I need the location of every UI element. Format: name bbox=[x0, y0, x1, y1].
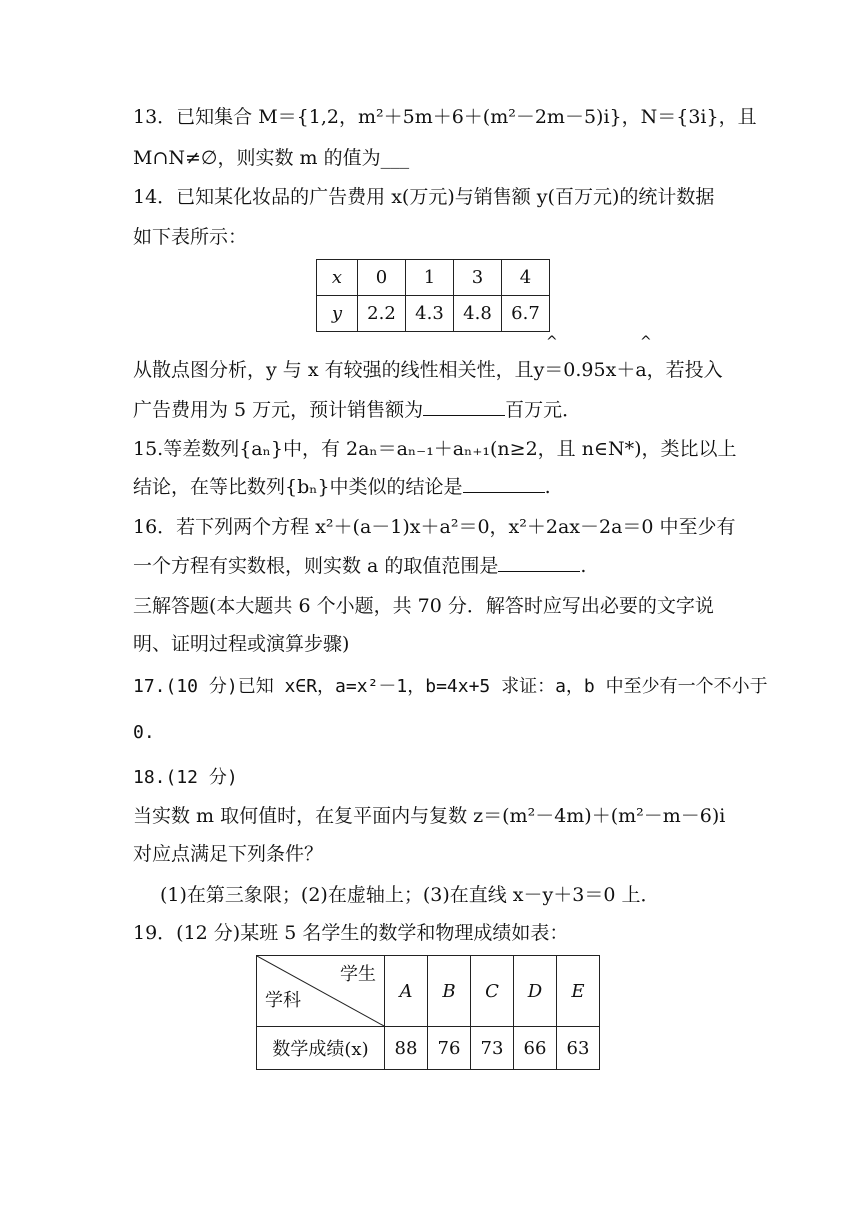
table-cell: 4.3 bbox=[406, 296, 454, 332]
section3-line-2 bbox=[133, 631, 349, 657]
table-row bbox=[317, 296, 550, 332]
q14-text-4a: 广告费用为 5 万元，预计销售额为 bbox=[133, 399, 424, 421]
q18-line-3 bbox=[133, 841, 323, 867]
table-cell: 63 bbox=[557, 1027, 600, 1070]
q14-text-3: 从散点图分析，y 与 x 有较强的线性相关性，且y＝0.95x＋a，若投入 bbox=[133, 359, 723, 381]
q17-text-1: 17.(10 分)已知 x∈R，a=x²－1，b=4x+5 求证：a，b 中至少有一个不小于 bbox=[133, 676, 768, 697]
q16-line-1 bbox=[133, 514, 736, 540]
q15-text-1: 15.等差数列{aₙ}中，有 2aₙ＝aₙ₋₁＋aₙ₊₁(n≥2，且 n∈N*)，类比以上 bbox=[133, 438, 737, 460]
q13-line-2 bbox=[133, 145, 409, 171]
q19-text-1: 19．(12 分)某班 5 名学生的数学和物理成绩如表： bbox=[133, 922, 569, 944]
hat-symbol-y: ^ bbox=[546, 334, 558, 350]
table-cell: 4 bbox=[502, 260, 550, 296]
q17-line-2 bbox=[133, 720, 155, 746]
section-heading: 三解答题(本大题共 6 个小题，共 70 分．解答时应写出必要的文字说 bbox=[133, 595, 714, 617]
q13-text-1: 13．已知集合 M＝{1,2，m²＋5m＋6＋(m²－2m－5)i}，N＝{3i}，且 bbox=[133, 106, 757, 128]
table-cell: 1 bbox=[406, 260, 454, 296]
row-label: 数学成绩(x) bbox=[257, 1027, 385, 1070]
q18-text-3: 对应点满足下列条件？ bbox=[133, 843, 324, 865]
q18-line-1 bbox=[133, 765, 238, 791]
q18-line-2 bbox=[133, 803, 725, 829]
table-cell: 66 bbox=[514, 1027, 557, 1070]
q17-text-2: 0. bbox=[133, 722, 155, 743]
section3-line-1 bbox=[133, 593, 714, 619]
q18-line-4 bbox=[160, 882, 659, 908]
q14-text-1: 14．已知某化妆品的广告费用 x(万元)与销售额 y(百万元)的统计数据 bbox=[133, 186, 715, 208]
q17-line-1 bbox=[133, 674, 768, 700]
corner-label-subject: 学科 bbox=[265, 990, 301, 1011]
q15-text-2b: . bbox=[544, 476, 551, 498]
table-cell: 88 bbox=[385, 1027, 428, 1070]
table-header: A bbox=[385, 956, 428, 1027]
table-cell: 76 bbox=[428, 1027, 471, 1070]
q15-line-1 bbox=[133, 436, 737, 462]
q14-line-2 bbox=[133, 224, 247, 250]
q16-line-2 bbox=[133, 553, 586, 579]
q14-line-4 bbox=[133, 397, 581, 423]
q14-text-2: 如下表所示： bbox=[133, 226, 248, 248]
hat-symbol-a: ^ bbox=[640, 334, 652, 350]
q18-text-4: (1)在第三象限；(2)在虚轴上；(3)在直线 x－y＋3＝0 上． bbox=[160, 884, 660, 906]
table-row bbox=[257, 956, 600, 1027]
table-row bbox=[317, 260, 550, 296]
table-cell: 2.2 bbox=[358, 296, 406, 332]
q13-line-1 bbox=[133, 104, 757, 130]
table-cell: y bbox=[317, 296, 358, 332]
table-cell: 4.8 bbox=[454, 296, 502, 332]
table-cell: 3 bbox=[454, 260, 502, 296]
q18-text-1: 18.(12 分) bbox=[133, 767, 238, 788]
table-cell: 6.7 bbox=[502, 296, 550, 332]
table-corner-cell bbox=[257, 956, 385, 1027]
section-heading-cont: 明、证明过程或演算步骤) bbox=[133, 633, 350, 655]
table-header: C bbox=[471, 956, 514, 1027]
q19-line-1 bbox=[133, 920, 568, 946]
table-cell: 73 bbox=[471, 1027, 514, 1070]
table-header: B bbox=[428, 956, 471, 1027]
answer-blank bbox=[463, 474, 545, 493]
q14-line-1 bbox=[133, 184, 714, 210]
corner-label-student: 学生 bbox=[340, 964, 376, 985]
table-cell: 0 bbox=[358, 260, 406, 296]
table-cell: x bbox=[317, 260, 358, 296]
q14-line-3 bbox=[133, 357, 723, 383]
q13-text-2: M∩N≠∅，则实数 m 的值为___ bbox=[133, 147, 410, 169]
q16-text-2a: 一个方程有实数根，则实数 a 的取值范围是 bbox=[133, 555, 499, 577]
q14-text-4b: 百万元． bbox=[505, 399, 582, 421]
answer-blank bbox=[498, 553, 580, 572]
q15-text-2a: 结论，在等比数列{bₙ}中类似的结论是 bbox=[133, 476, 463, 498]
q15-line-2 bbox=[133, 474, 551, 500]
q16-text-2b: . bbox=[580, 555, 587, 577]
ad-sales-table bbox=[316, 259, 550, 332]
table-header: E bbox=[557, 956, 600, 1027]
q18-text-2: 当实数 m 取何值时，在复平面内与复数 z＝(m²－4m)＋(m²－m－6)i bbox=[133, 805, 726, 827]
answer-blank bbox=[423, 397, 505, 416]
scores-table bbox=[256, 955, 600, 1070]
q16-text-1: 16．若下列两个方程 x²＋(a－1)x＋a²＝0，x²＋2ax－2a＝0 中至少有 bbox=[133, 516, 736, 538]
table-header: D bbox=[514, 956, 557, 1027]
table-row bbox=[257, 1027, 600, 1070]
